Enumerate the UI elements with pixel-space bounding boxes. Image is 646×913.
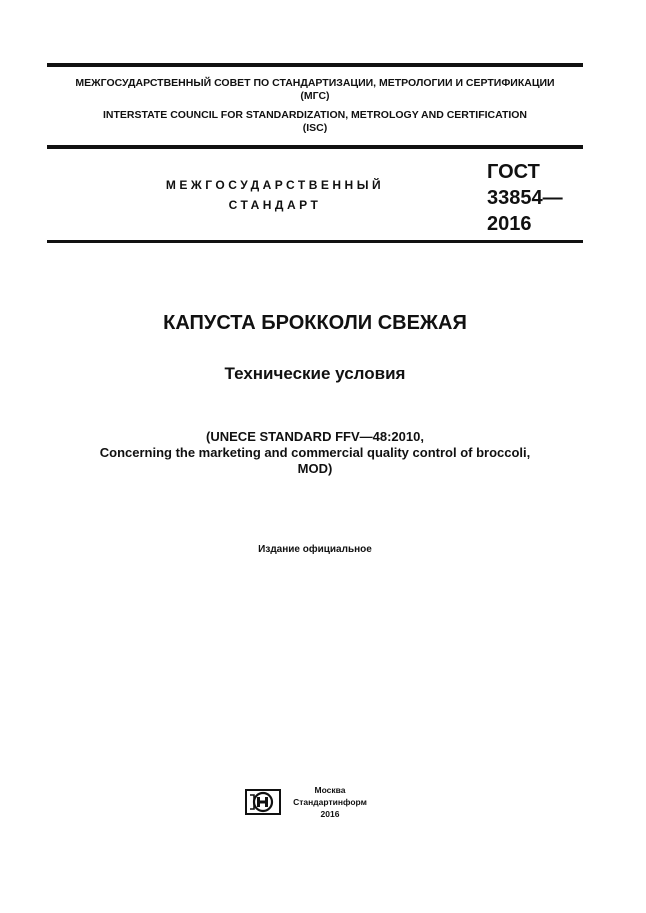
reference-line2: Concerning the marketing and commercial quality control of broccoli,	[99, 445, 531, 460]
reference-line1: (UNECE STANDARD FFV—48:2010,	[206, 429, 424, 444]
page-subtitle: Технические условия	[224, 364, 406, 383]
standard-type-line2: СТАНДАРТ	[228, 198, 322, 212]
standartinform-logo-icon	[245, 789, 281, 815]
reference-line3: MOD)	[297, 461, 333, 476]
council-name-en: INTERSTATE COUNCIL FOR STANDARDIZATION, METROLOGY AND CERTIFICATION	[102, 109, 528, 121]
council-name-ru: МЕЖГОСУДАРСТВЕННЫЙ СОВЕТ ПО СТАНДАРТИЗАЦИИ, МЕТРОЛОГИИ И СЕРТИФИКАЦИИ	[75, 77, 555, 89]
gost-year: 2016	[487, 213, 532, 235]
header-bottom-rule	[47, 240, 583, 243]
publisher-name: Стандартинформ	[293, 797, 367, 807]
gost-number: 33854—	[487, 187, 563, 209]
gost-prefix: ГОСТ	[487, 161, 540, 183]
publisher-year: 2016	[320, 809, 340, 819]
council-abbr-ru: (МГС)	[300, 90, 330, 102]
council-bottom-rule	[47, 145, 583, 149]
standard-type-line1: МЕЖГОСУДАРСТВЕННЫЙ	[165, 178, 385, 192]
publisher-city: Москва	[314, 785, 346, 795]
top-rule	[47, 63, 583, 67]
page-title: КАПУСТА БРОККОЛИ СВЕЖАЯ	[163, 312, 467, 334]
council-abbr-en: (ISC)	[302, 122, 328, 134]
edition-note: Издание официальное	[258, 544, 372, 555]
